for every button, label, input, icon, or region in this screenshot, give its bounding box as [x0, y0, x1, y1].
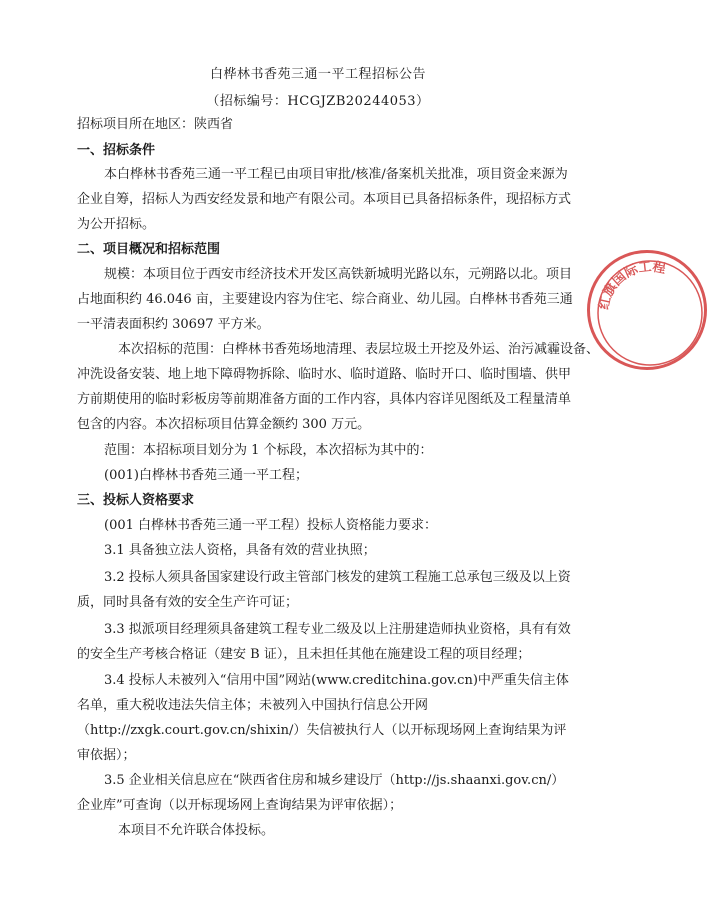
paragraph-line: 为公开招标。 — [77, 217, 156, 232]
paragraph-line: 一平清表面积约 30697 平方米。 — [77, 317, 270, 332]
section-heading-conditions: 一、招标条件 — [77, 143, 156, 158]
paragraph-line: 企业自筹，招标人为西安经发景和地产有限公司。本项目已具备招标条件，现招标方式 — [77, 192, 572, 207]
paragraph-line: 名单，重大税收违法失信主体；未被列入中国执行信息公开网 — [77, 698, 429, 713]
paragraph-line: 3.4 投标人未被列入“信用中国”网站(www.creditchina.gov.cn)中严重失信主体 — [104, 673, 569, 688]
paragraph-line: 本项目不允许联合体投标。 — [118, 823, 275, 838]
paragraph-line: 企业库”可查询（以开标现场网上查询结果为评审依据）； — [77, 798, 403, 813]
paragraph-line: 范围：本招标项目划分为 1 个标段，本次招标为其中的： — [104, 443, 433, 458]
tender-code: （招标编号：HCGJZB20244053） — [206, 94, 430, 109]
document-title: 白桦林书香苑三通一平工程招标公告 — [209, 67, 426, 82]
paragraph-line: (001)白桦林书香苑三通一平工程； — [104, 468, 308, 483]
paragraph-line: 审依据）； — [77, 748, 136, 763]
company-seal — [587, 250, 707, 370]
paragraph-line: 冲洗设备安装、地上地下障碍物拆除、临时水、临时道路、临时开口、临时围墙、供甲 — [77, 367, 572, 382]
svg-text:红旗国际工程: 红旗国际工程 — [596, 259, 667, 312]
paragraph-line: 包含的内容。本次招标项目估算金额约 300 万元。 — [77, 417, 371, 432]
paragraph-line: 3.1 具备独立法人资格，具备有效的营业执照； — [104, 543, 376, 558]
paragraph-line: 3.2 投标人须具备国家建设行政主管部门核发的建筑工程施工总承包三级及以上资 — [104, 570, 571, 585]
paragraph-line: 3.3 拟派项目经理须具备建筑工程专业二级及以上注册建造师执业资格，具有有效 — [104, 622, 571, 637]
section-heading-overview: 二、项目概况和招标范围 — [77, 242, 221, 257]
paragraph-line: 本白桦林书香苑三通一平工程已由项目审批/核准/备案机关批准，项目资金来源为 — [104, 167, 568, 182]
paragraph-line: (001 白桦林书香苑三通一平工程）投标人资格能力要求： — [104, 518, 438, 533]
paragraph-line: 规模：本项目位于西安市经济技术开发区高铁新城明光路以东，元朔路以北。项目 — [104, 267, 573, 282]
paragraph-line: （http://zxgk.court.gov.cn/shixin/）失信被执行人（以开标现场网上查询结果为评 — [77, 723, 567, 738]
paragraph-line: 质，同时具备有效的安全生产许可证； — [77, 595, 299, 610]
paragraph-line: 本次招标的范围：白桦林书香苑场地清理、表层垃圾土开挖及外运、治污减霾设备、 — [118, 342, 600, 357]
section-heading-qualifications: 三、投标人资格要求 — [77, 493, 195, 508]
seal-graphic — [590, 253, 710, 373]
project-region: 招标项目所在地区：陕西省 — [77, 117, 234, 132]
paragraph-line: 占地面积约 46.046 亩，主要建设内容为住宅、综合商业、幼儿园。白桦林书香苑三通 — [77, 292, 573, 307]
paragraph-line: 的安全生产考核合格证（建安 B 证），且未担任其他在施建设工程的项目经理； — [77, 647, 531, 662]
paragraph-line: 方前期使用的临时彩板房等前期准备方面的工作内容，具体内容详见图纸及工程量清单 — [77, 392, 572, 407]
paragraph-line: 3.5 企业相关信息应在“陕西省住房和城乡建设厅（http://js.shaanxi.gov.cn/） — [104, 773, 565, 788]
